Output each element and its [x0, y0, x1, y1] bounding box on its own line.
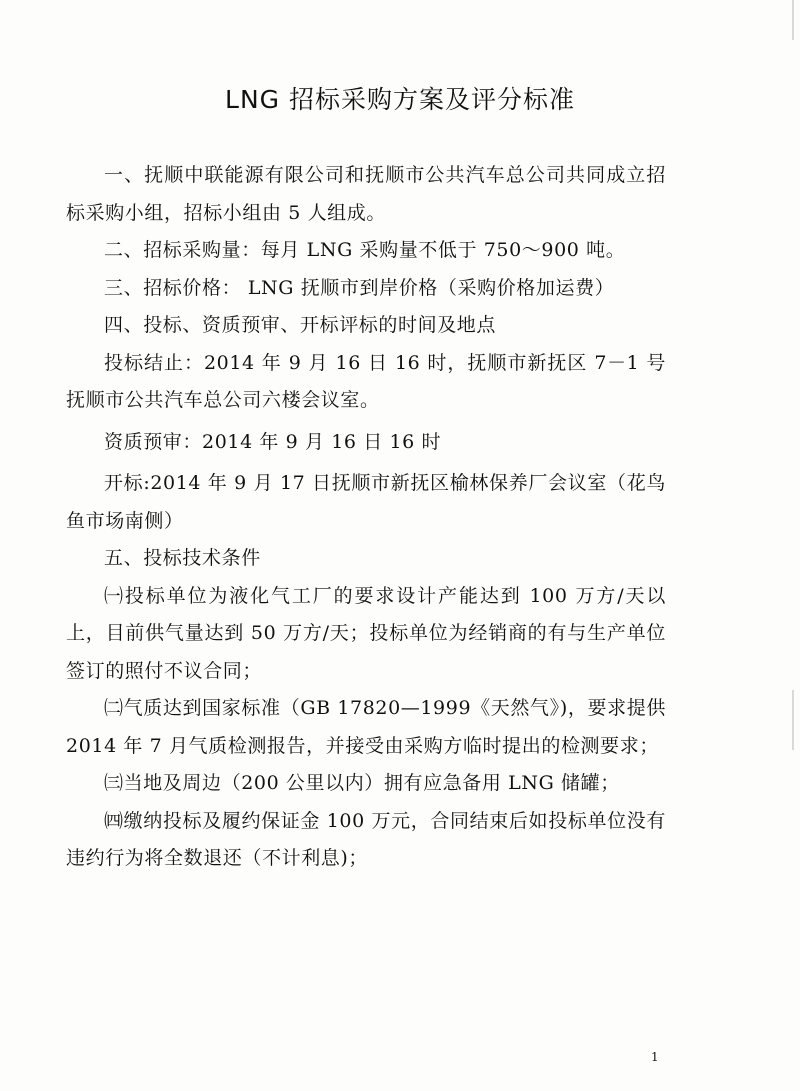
paragraph-9: ㈠投标单位为液化气工厂的要求设计产能达到 100 万方/天以上，目前供气量达到 50 万方/天；投标单位为经销商的有与生产单位签订的照付不议合同； — [66, 584, 666, 682]
paragraph-1: 一、抚顺中联能源有限公司和抚顺市公共汽车总公司共同成立招标采购小组，招标小组由 5 人组成。 — [66, 164, 666, 224]
paragraph-12: ㈣缴纳投标及履约保证金 100 万元，合同结束后如投标单位没有违约行为将全数退还（不计利息)； — [66, 809, 666, 869]
page-number: 1 — [651, 1050, 659, 1064]
scan-edge-mark — [792, 690, 794, 750]
paragraph-7: 开标:2014 年 9 月 17 日抚顺市新抚区榆林保养厂会议室（花鸟鱼市场南侧） — [66, 472, 666, 532]
paragraph-10: ㈡气质达到国家标准（GB 17820—1999《天然气》)，要求提供 2014 年 7 月气质检测报告，并接受由采购方临时提出的检测要求； — [66, 697, 666, 757]
paragraph-5: 投标结止：2014 年 9 月 16 日 16 时，抚顺市新抚区 7－1 号抚顺市公共汽车总公司六楼会议室。 — [66, 351, 666, 411]
paragraph-8: 五、投标技术条件 — [104, 547, 261, 569]
scan-edge-mark — [792, 0, 794, 40]
paragraph-6: 资质预审：2014 年 9 月 16 日 16 时 — [104, 430, 442, 453]
document-body — [66, 157, 666, 878]
paragraph-2: 二、招标采购量：每月 LNG 采购量不低于 750～900 吨。 — [104, 239, 626, 261]
paragraph-11: ㈢当地及周边（200 公里以内）拥有应急备用 LNG 储罐； — [104, 772, 620, 794]
paragraph-4: 四、投标、资质预审、开标评标的时间及地点 — [104, 314, 497, 336]
paragraph-3: 三、招标价格： LNG 抚顺市到岸价格（采购价格加运费） — [104, 276, 615, 299]
document-title: LNG 招标采购方案及评分标准 — [225, 85, 575, 114]
